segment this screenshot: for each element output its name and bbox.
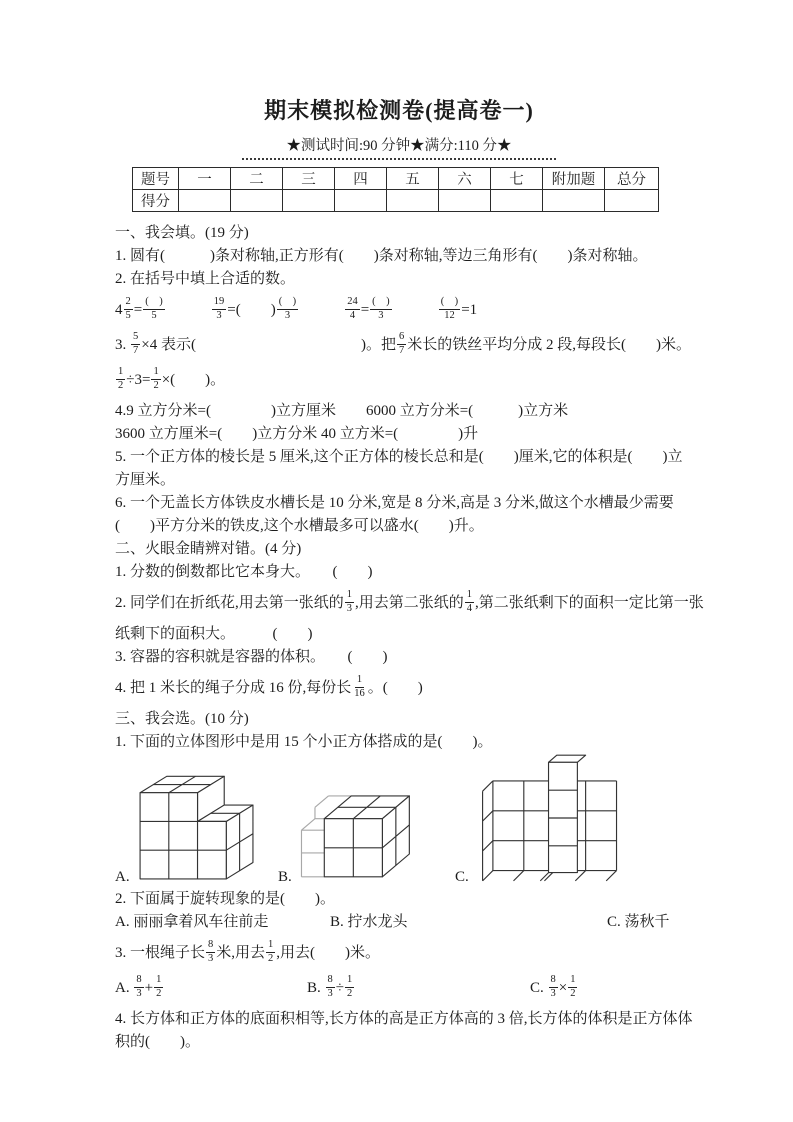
question-line-s1q6a: 6. 一个无盖长方体铁皮水槽长是 10 分米,宽是 8 分米,高是 3 分米,做这个水槽最少需要	[115, 495, 674, 511]
exam-meta-row	[115, 134, 683, 160]
fraction: $\frac{8}{3}$	[327, 974, 333, 1000]
score-cell	[387, 190, 439, 212]
score-table-header-row	[133, 168, 659, 190]
s3q3-option-row	[115, 973, 683, 1004]
figure-a-label: A.	[115, 869, 130, 885]
fraction: $\frac{8}{3}$	[550, 974, 556, 1000]
cube-stack-drawing-c	[470, 750, 625, 886]
fraction: $\frac{2}{5}$	[125, 296, 131, 322]
cube-figure-b	[278, 764, 455, 886]
fraction: ( ) 12	[440, 296, 459, 322]
fraction: $\frac{19}{3}$	[213, 296, 225, 322]
question-line-s1q3b: $\frac{1}{2}$ ÷3= $\frac{1}{2}$ ×( )。	[118, 366, 226, 392]
fraction: $\frac{1}{2}$	[268, 939, 274, 965]
score-cell	[335, 190, 387, 212]
header-cell-6: 六	[439, 168, 491, 190]
fraction: ( ) 3	[372, 296, 390, 322]
question-line-s1q2: 2. 在括号中填上合适的数。	[115, 271, 296, 287]
fraction: $\frac{1}{2}$	[118, 366, 124, 392]
fraction-expression-row: 4 $\frac{2}{5}$ = ( ) 5 $\frac{19}{3}$ =( ) ( ) 3 $\frac{24}{4}$ = ( ) 3 ( ) 12 =1	[115, 296, 478, 322]
fraction: $\frac{8}{3}$	[136, 974, 142, 1000]
question-line-s3q3: 3. 一根绳子长 $\frac{8}{3}$ 米,用去 $\frac{1}{2}$ ,用去( )米。	[115, 939, 381, 965]
question-line-s2q2a: 2. 同学们在折纸花,用去第一张纸的 $\frac{1}{3}$ ,用去第二张纸的 $\frac{1}{4}$ ,第二张纸剩下的面积一定比第一张	[115, 589, 704, 615]
score-cell	[231, 190, 283, 212]
section-2-heading: 二、火眼金睛辨对错。(4 分)	[115, 541, 302, 557]
fraction: $\frac{1}{3}$	[346, 589, 353, 615]
cube-figure-row	[115, 758, 683, 886]
fraction: ( ) 3	[278, 296, 297, 322]
option-a: A. 丽丽拿着风车往前走	[115, 914, 269, 930]
fraction: $\frac{8}{3}$	[208, 939, 214, 965]
header-cell-extra: 附加题	[543, 168, 605, 190]
page-title: 期末模拟检测卷(提高卷一)	[264, 98, 534, 123]
score-cell	[179, 190, 231, 212]
question-line-s2q4: 4. 把 1 米长的绳子分成 16 份,每份长 $\frac{1}{16}$ 。( )	[115, 674, 423, 700]
header-cell-1: 一	[179, 168, 231, 190]
question-line-s1q6b: ( )平方分米的铁皮,这个水槽最多可以盛水( )升。	[115, 518, 484, 534]
s3q2-option-row	[115, 911, 683, 934]
header-cell-4: 四	[335, 168, 387, 190]
question-line-s3q4b: 积的( )。	[115, 1034, 200, 1050]
figure-b-label: B.	[278, 869, 292, 885]
question-line-s1q3: 3. $\frac{5}{7}$ ×4 表示( )。把 $\frac{6}{7}$ 米长的铁丝平均分成 2 段,每段长( )米。	[115, 331, 691, 357]
cube-stack-drawing-b	[293, 770, 423, 882]
fraction: $\frac{1}{2}$	[570, 974, 576, 1000]
question-line-s1q4a: 4.9 立方分米=( )立方厘米 6000 立方分米=( )立方米	[115, 403, 569, 419]
question-line-s3q4a: 4. 长方体和正方体的底面积相等,长方体的高是正方体高的 3 倍,长方体的体积是正方体体	[115, 1011, 693, 1027]
header-cell-2: 二	[231, 168, 283, 190]
question-line-s3q1: 1. 下面的立体图形中是用 15 个小正方体搭成的是( )。	[115, 734, 493, 750]
fraction: $\frac{6}{7}$	[398, 331, 405, 357]
section-3-heading: 三、我会选。(10 分)	[115, 711, 249, 727]
question-line-s1q5a: 5. 一个正方体的棱长是 5 厘米,这个正方体的棱长总和是( )厘米,它的体积是( )立	[115, 449, 683, 465]
score-cell	[439, 190, 491, 212]
score-table-score-row	[133, 190, 659, 212]
option-a: A. $\frac{8}{3}$ + $\frac{1}{2}$	[115, 974, 162, 1000]
question-line-s2q2b: 纸剩下的面积大。 ( )	[115, 626, 313, 642]
fraction: $\frac{5}{7}$	[133, 331, 139, 357]
fraction: $\frac{1}{4}$	[466, 589, 473, 615]
exam-meta: ★测试时间:90 分钟★满分:110 分★	[242, 134, 555, 160]
score-cell	[283, 190, 335, 212]
cube-stack-drawing-a	[130, 764, 262, 882]
score-cell	[543, 190, 605, 212]
header-cell-question-no: 题号	[133, 168, 179, 190]
fraction: $\frac{1}{16}$	[354, 674, 365, 700]
option-c: C. $\frac{8}{3}$ × $\frac{1}{2}$	[530, 974, 576, 1000]
fraction: $\frac{1}{2}$	[153, 366, 159, 392]
score-row-label: 得分	[133, 190, 179, 212]
fraction: ( ) 5	[145, 296, 163, 322]
question-line-s1q4b: 3600 立方厘米=( )立方分米 40 立方米=( )升	[115, 426, 479, 442]
question-line-s2q3: 3. 容器的容积就是容器的体积。 ( )	[115, 649, 388, 665]
cube-figure-a	[115, 764, 278, 886]
question-line-s1q5b: 方厘米。	[115, 472, 176, 488]
header-cell-3: 三	[283, 168, 335, 190]
header-cell-total: 总分	[605, 168, 659, 190]
option-b: B. 拧水龙头	[330, 914, 408, 930]
figure-c-label: C.	[455, 869, 469, 885]
fraction: $\frac{1}{2}$	[156, 974, 162, 1000]
score-cell	[491, 190, 543, 212]
section-1-heading: 一、我会填。(19 分)	[115, 225, 249, 241]
score-cell	[605, 190, 659, 212]
question-line-s1q1: 1. 圆有( )条对称轴,正方形有( )条对称轴,等边三角形有( )条对称轴。	[115, 248, 648, 264]
score-table	[132, 167, 659, 212]
option-c: C. 荡秋千	[607, 914, 670, 930]
header-cell-5: 五	[387, 168, 439, 190]
cube-figure-c	[455, 764, 683, 886]
fraction: $\frac{24}{4}$	[347, 296, 358, 322]
option-b: B. $\frac{8}{3}$ ÷ $\frac{1}{2}$	[307, 974, 353, 1000]
header-cell-7: 七	[491, 168, 543, 190]
question-line-s2q1: 1. 分数的倒数都比它本身大。 ( )	[115, 564, 373, 580]
question-line-s3q2: 2. 下面属于旋转现象的是( )。	[115, 891, 335, 907]
fraction: $\frac{1}{2}$	[347, 974, 353, 1000]
